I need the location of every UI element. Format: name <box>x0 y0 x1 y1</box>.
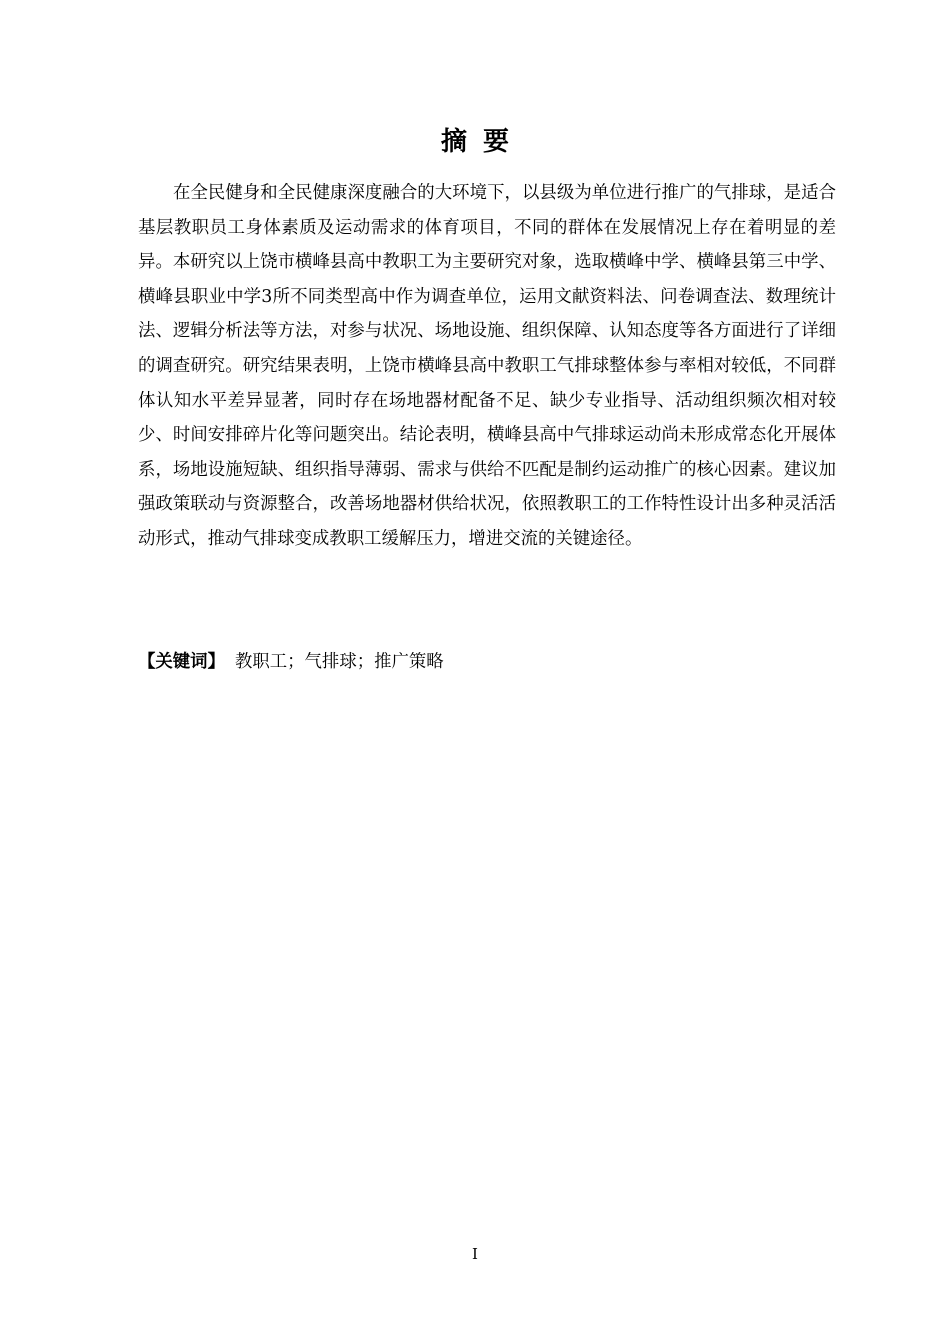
abstract-body: 在全民健身和全民健康深度融合的大环境下，以县级为单位进行推广的气排球，是适合基层教职员工身体素质及运动需求的体育项目，不同的群体在发展情况上存在着明显的差异。本研究以上饶市横峰县高中教职工为主要研究对象，选取横峰中学、横峰县第三中学、横峰县职业中学3所不同类型高中作为调查单位，运用文献资料法、问卷调查法、数理统计法、逻辑分析法等方法，对参与状况、场地设施、组织保障、认知态度等各方面进行了详细的调查研究。研究结果表明，上饶市横峰县高中教职工气排球整体参与率相对较低，不同群体认知水平差异显著，同时存在场地器材配备不足、缺少专业指导、活动组织频次相对较少、时间安排碎片化等问题突出。结论表明，横峰县高中气排球运动尚未形成常态化开展体系，场地设施短缺、组织指导薄弱、需求与供给不匹配是制约运动推广的核心因素。建议加强政策联动与资源整合，改善场地器材供给状况，依照教职工的工作特性设计出多种灵活活动形式，推动气排球变成教职工缓解压力，增进交流的关键途径。 <box>138 183 836 549</box>
abstract-title: 摘要 <box>440 127 525 157</box>
page-number: I <box>472 1245 478 1263</box>
keywords-line <box>138 645 836 679</box>
keywords-value: 教职工；气排球；推广策略 <box>234 652 444 672</box>
keywords-label: 【关键词】 <box>138 652 225 672</box>
